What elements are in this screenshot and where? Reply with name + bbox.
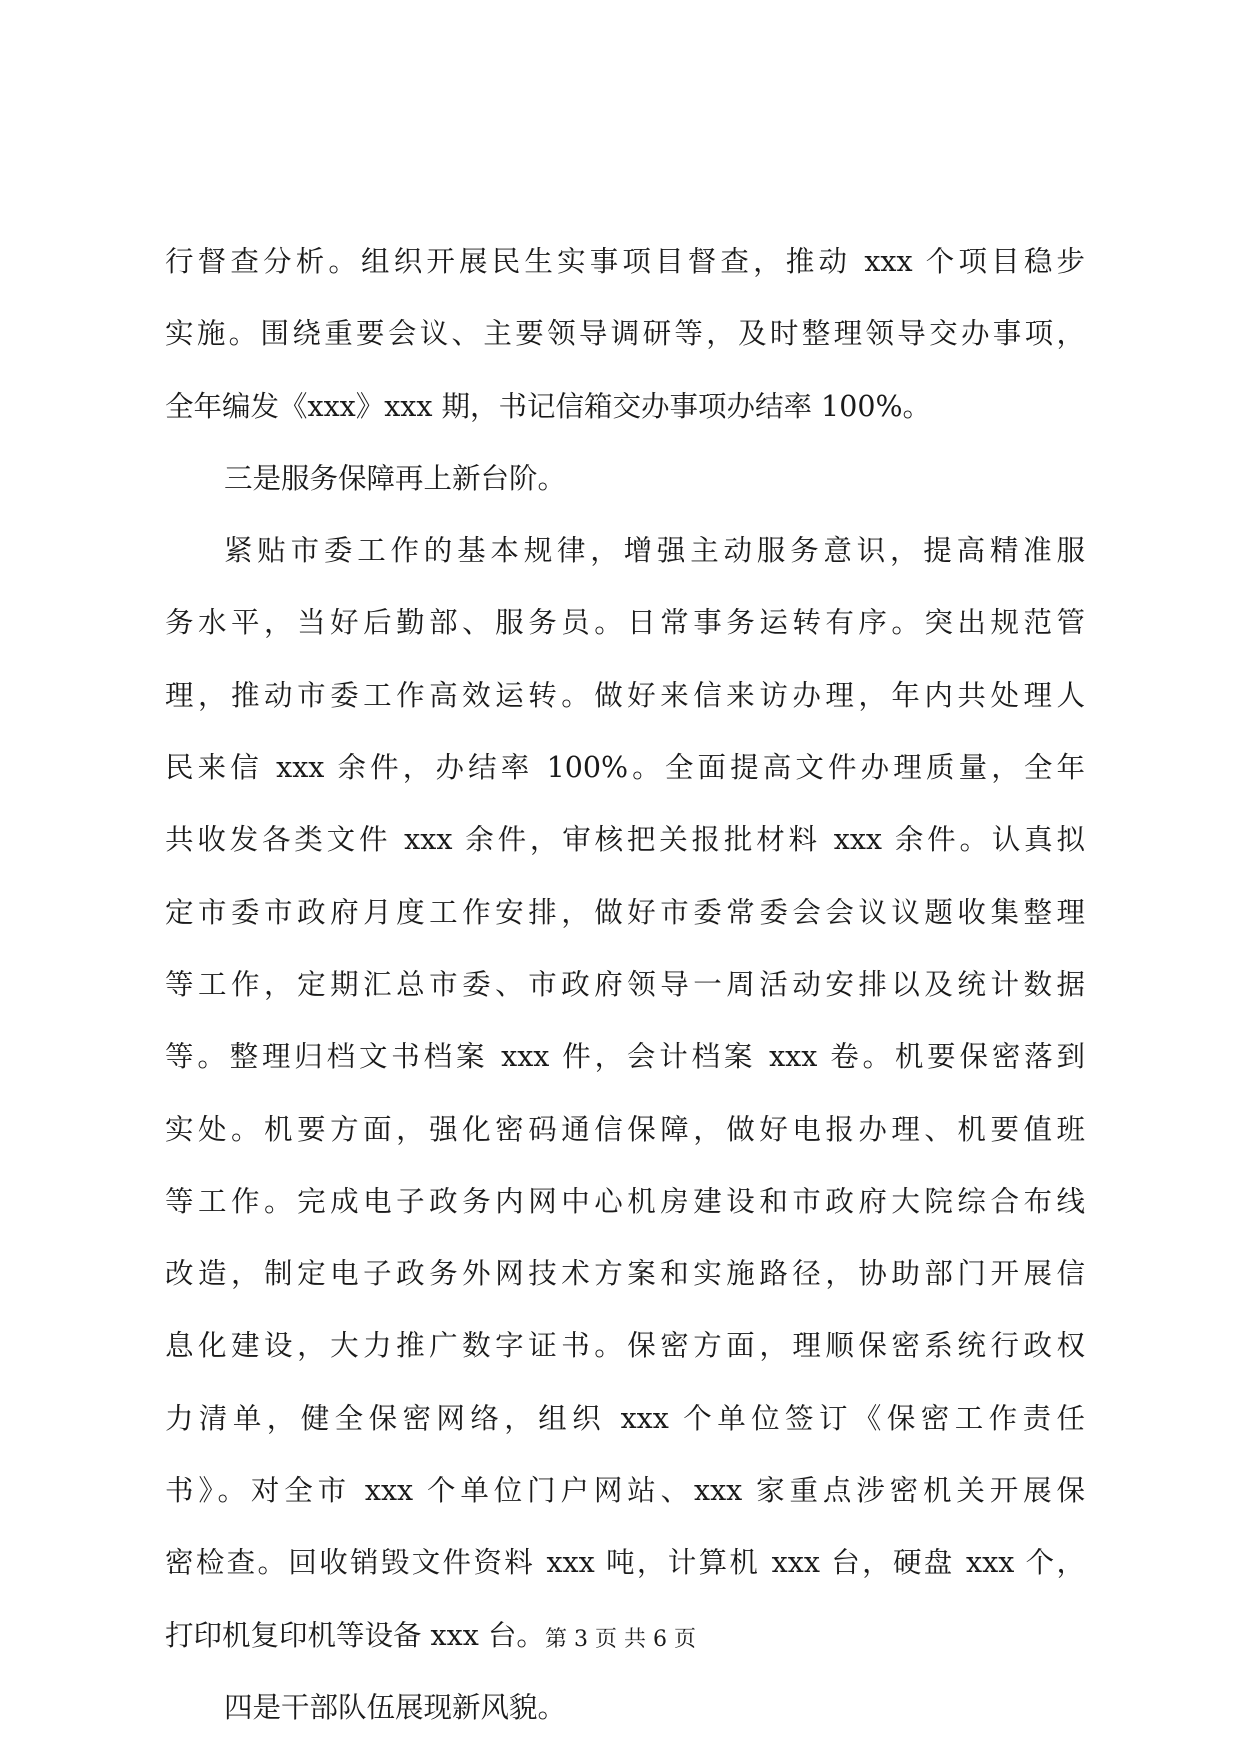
- body-line: 全年编发《xxx》xxx 期，书记信箱交办事项办结率 100%。: [165, 389, 932, 423]
- document-body: [165, 226, 1085, 1744]
- body-line: 等。整理归档文书档案 xxx 件，会计档案 xxx 卷。机要保密落到: [165, 1040, 1085, 1074]
- body-line: 务水平，当好后勤部、服务员。日常事务运转有序。突出规范管: [165, 606, 1085, 640]
- body-line: 打印机复印机等设备 xxx 台。: [165, 1618, 545, 1652]
- body-line: 等工作，定期汇总市委、市政府领导一周活动安排以及统计数据: [165, 967, 1085, 1001]
- section-heading: 三是服务保障再上新台阶。: [224, 461, 567, 495]
- body-line: 力清单，健全保密网络，组织 xxx 个单位签订《保密工作责任: [165, 1401, 1085, 1435]
- body-line: 理，推动市委工作高效运转。做好来信来访办理，年内共处理人: [165, 678, 1085, 712]
- body-line: 息化建设，大力推广数字证书。保密方面，理顺保密系统行政权: [165, 1329, 1085, 1363]
- body-line: 定市委市政府月度工作安排，做好市委常委会会议议题收集整理: [165, 895, 1085, 929]
- body-line: 书》。对全市 xxx 个单位门户网站、xxx 家重点涉密机关开展保: [165, 1474, 1085, 1508]
- page-number-footer: 第 3 页 共 6 页: [545, 1627, 696, 1652]
- body-line: 改造，制定电子政务外网技术方案和实施路径，协助部门开展信: [165, 1257, 1085, 1291]
- body-line: 实施。围绕重要会议、主要领导调研等，及时整理领导交办事项，: [165, 317, 1085, 351]
- body-line: 行督查分析。组织开展民生实事项目督查，推动 xxx 个项目稳步: [165, 245, 1085, 278]
- body-line: 实处。机要方面，强化密码通信保障，做好电报办理、机要值班: [165, 1112, 1085, 1146]
- section-heading: 四是干部队伍展现新风貌。: [224, 1690, 567, 1724]
- body-line: 紧贴市委工作的基本规律，增强主动服务意识，提高精准服: [224, 534, 1085, 568]
- body-line: 等工作。完成电子政务内网中心机房建设和市政府大院综合布线: [165, 1184, 1085, 1218]
- body-line: 密检查。回收销毁文件资料 xxx 吨，计算机 xxx 台，硬盘 xxx 个，: [165, 1546, 1085, 1580]
- body-line: 民来信 xxx 余件，办结率 100%。全面提高文件办理质量，全年: [165, 751, 1085, 785]
- body-line: 共收发各类文件 xxx 余件，审核把关报批材料 xxx 余件。认真拟: [165, 823, 1085, 857]
